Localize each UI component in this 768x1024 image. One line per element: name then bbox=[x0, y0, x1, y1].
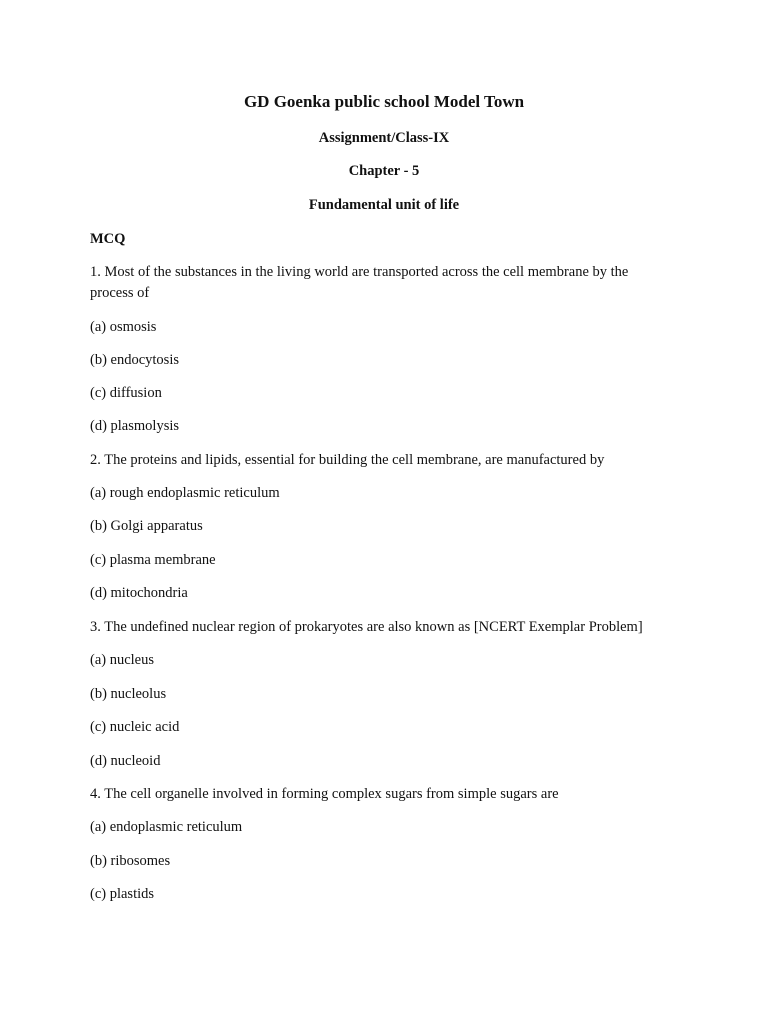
question-1-option-a: (a) osmosis bbox=[90, 319, 157, 335]
question-1: 1. Most of the substances in the living world are transported across the cell membrane by the process of bbox=[90, 264, 629, 301]
question-3-option-b: (b) nucleolus bbox=[90, 686, 167, 702]
question-2-option-b: (b) Golgi apparatus bbox=[90, 518, 203, 534]
question-3-option-c: (c) nucleic acid bbox=[90, 719, 180, 735]
question-1-option-d: (d) plasmolysis bbox=[90, 418, 180, 434]
question-2-option-c: (c) plasma membrane bbox=[90, 552, 216, 568]
question-2-option-a: (a) rough endoplasmic reticulum bbox=[90, 485, 280, 501]
question-4-option-a: (a) endoplasmic reticulum bbox=[90, 819, 243, 835]
question-3-option-d: (d) nucleoid bbox=[90, 753, 161, 769]
question-3-option-a: (a) nucleus bbox=[90, 652, 155, 668]
question-2: 2. The proteins and lipids, essential for building the cell membrane, are manufactured by bbox=[90, 452, 605, 468]
question-2-option-d: (d) mitochondria bbox=[90, 585, 188, 601]
question-1-option-b: (b) endocytosis bbox=[90, 352, 179, 368]
section-heading-mcq: MCQ bbox=[90, 231, 126, 247]
question-1-option-c: (c) diffusion bbox=[90, 385, 162, 401]
question-4-option-b: (b) ribosomes bbox=[90, 853, 171, 869]
topic-heading: Fundamental unit of life bbox=[308, 197, 460, 213]
chapter-heading: Chapter - 5 bbox=[348, 163, 420, 179]
school-title: GD Goenka public school Model Town bbox=[243, 92, 525, 111]
assignment-heading: Assignment/Class-IX bbox=[318, 130, 450, 146]
question-4: 4. The cell organelle involved in forming complex sugars from simple sugars are bbox=[90, 786, 559, 802]
question-3: 3. The undefined nuclear region of prokaryotes are also known as [NCERT Exemplar Problem] bbox=[90, 619, 643, 635]
question-4-option-c: (c) plastids bbox=[90, 886, 155, 902]
